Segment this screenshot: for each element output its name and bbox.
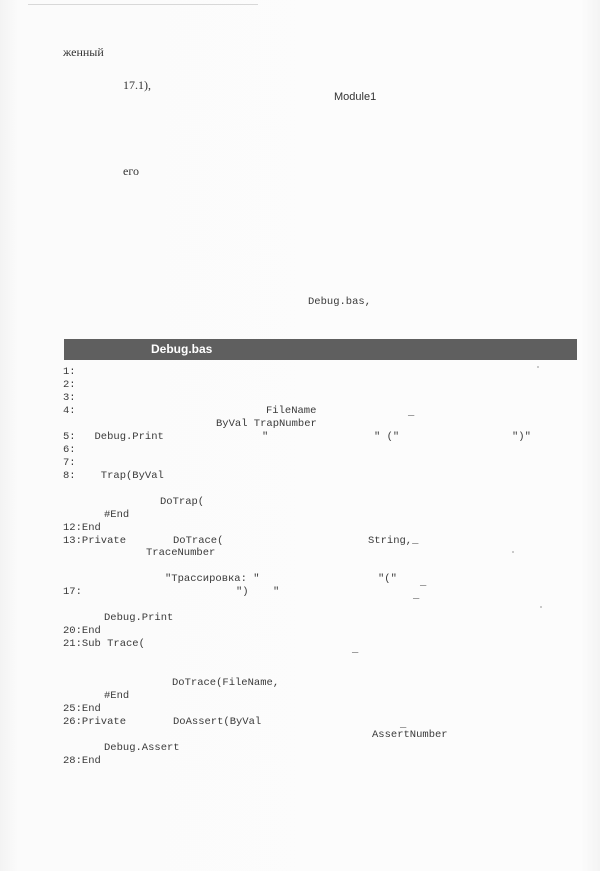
code-line: 3: [63, 392, 76, 404]
code-line: 26:Private [63, 716, 127, 728]
listing-header [64, 339, 577, 360]
code-line: _ [400, 719, 407, 731]
code-line: 7: [63, 457, 76, 469]
code-line: DoAssert(ByVal [173, 716, 262, 728]
code-line: 21:Sub Trace( [63, 638, 145, 650]
code-line: 2: [63, 379, 76, 391]
code-line: 1: [63, 366, 76, 378]
text-word-ego: его [123, 164, 139, 178]
code-line: String,_ [368, 535, 419, 547]
code-line: TraceNumber [146, 547, 216, 559]
code-line: 17: [63, 586, 82, 598]
code-line: " (" [374, 431, 400, 443]
code-line: 28:End [63, 755, 101, 767]
code-line: DoTrace( [173, 535, 224, 547]
scan-speck [540, 606, 542, 608]
text-debug-inline: Debug.bas, [308, 296, 372, 308]
code-line: DoTrap( [160, 496, 205, 508]
code-line: Debug.Assert [104, 742, 180, 754]
code-line: ") [236, 586, 249, 598]
text-figure-ref: 17.1), [123, 78, 151, 92]
code-line: FileName [266, 405, 317, 417]
code-line: 8: Trap(ByVal [63, 470, 164, 482]
code-line: 4: [63, 405, 76, 417]
code-line: #End [104, 690, 130, 702]
code-line: #End [104, 509, 130, 521]
code-line: 20:End [63, 625, 101, 637]
code-line: 25:End [63, 703, 101, 715]
code-line: 5: Debug.Print [63, 431, 164, 443]
code-line: "(" [378, 573, 397, 585]
code-line: ")" [512, 431, 531, 443]
code-line: Debug.Print [104, 612, 174, 624]
listing-title: Debug.bas [151, 342, 213, 356]
code-line: _ [352, 644, 359, 656]
scan-speck [512, 551, 514, 553]
text-module-name: Module1 [334, 91, 377, 103]
top-rule [28, 4, 258, 5]
code-line: _ [408, 407, 415, 419]
code-line: DoTrace(FileName, [172, 677, 280, 689]
code-line: " [273, 586, 280, 598]
scan-speck [537, 366, 539, 368]
code-line: 12:End [63, 522, 101, 534]
code-line: " [262, 431, 269, 443]
code-line: _ [413, 590, 420, 602]
code-line: 6: [63, 444, 76, 456]
code-line: _ [420, 577, 427, 589]
code-line: ByVal TrapNumber [216, 418, 317, 430]
text-word-top: женный [63, 45, 104, 59]
code-line: "Трассировка: " [165, 573, 260, 585]
code-line: 13:Private [63, 535, 127, 547]
code-line: AssertNumber [372, 729, 448, 741]
